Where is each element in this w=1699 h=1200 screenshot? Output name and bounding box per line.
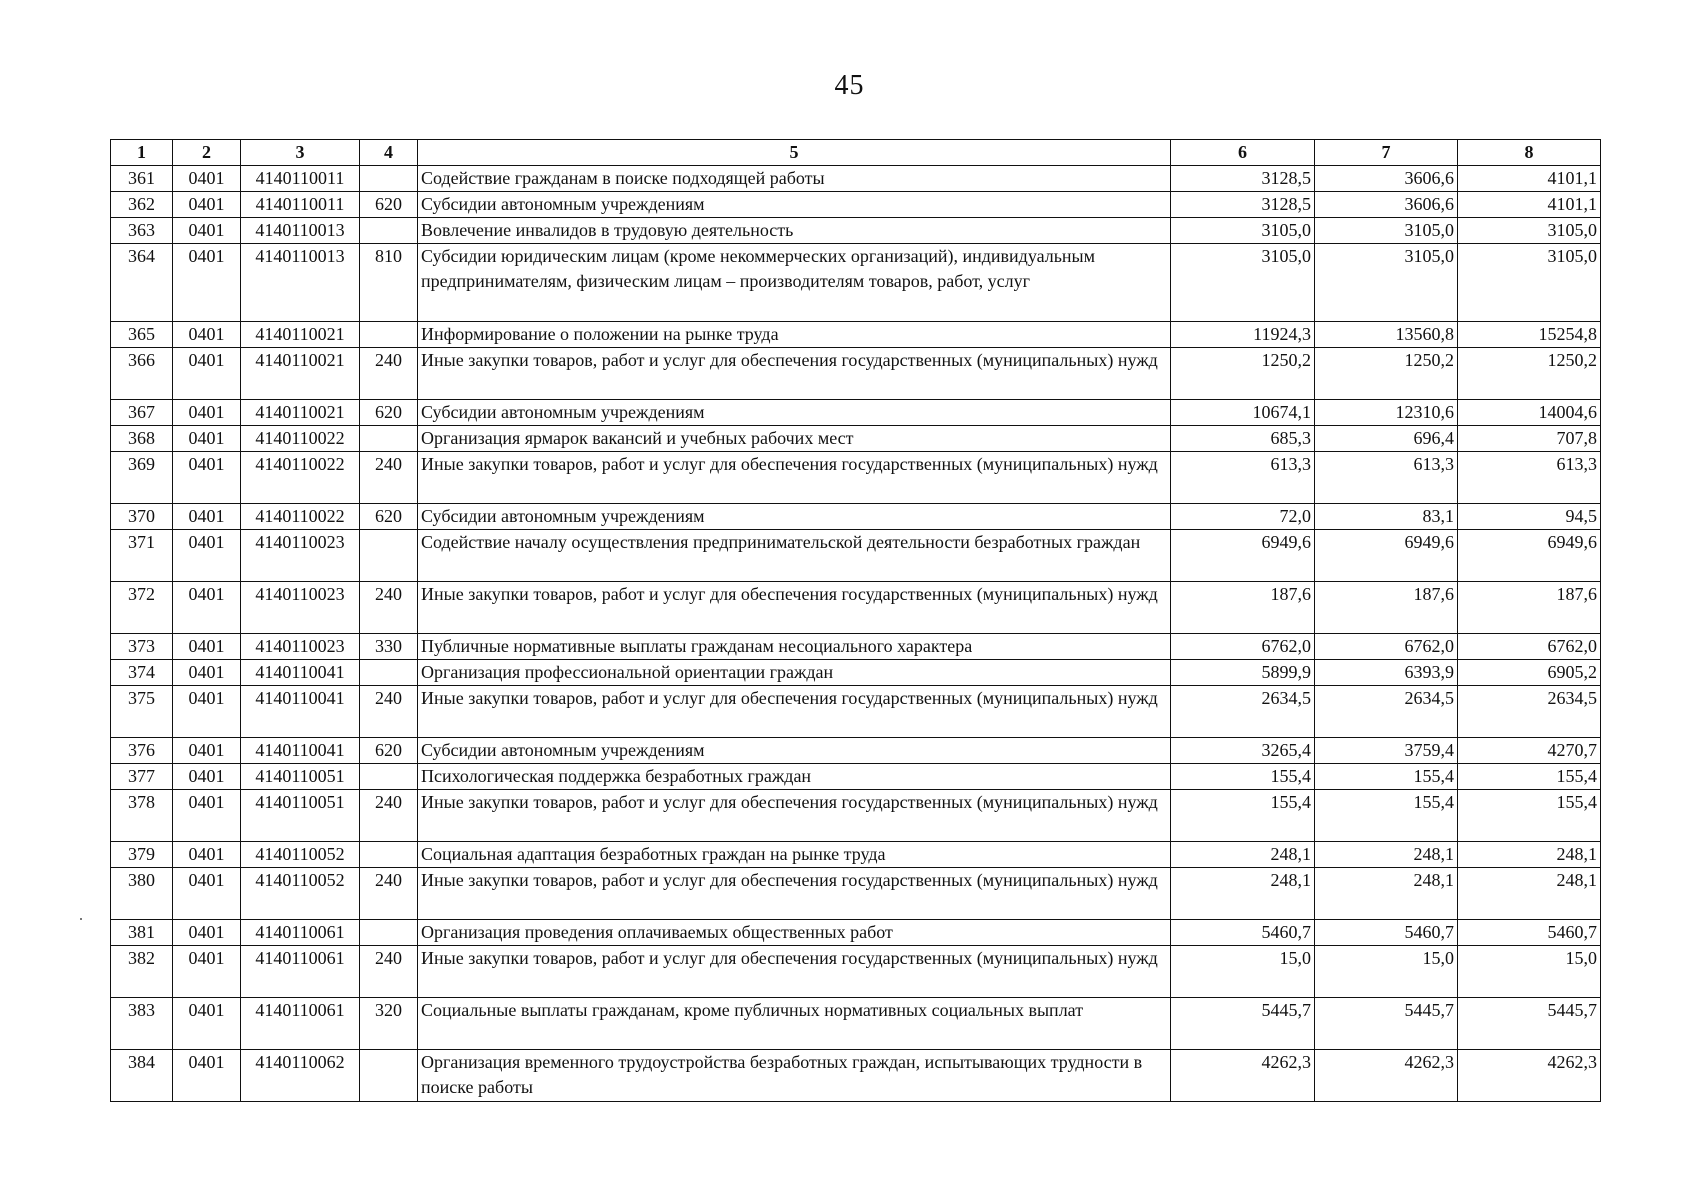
- target-article-code: 4140110022: [241, 504, 360, 530]
- header-row: [111, 140, 1601, 166]
- row-number: 379: [111, 842, 173, 868]
- target-article-code: 4140110023: [241, 582, 360, 634]
- item-name: Организация временного трудоустройства безработных граждан, испытывающих трудности в поиске работы: [418, 1050, 1171, 1102]
- table-row: [111, 790, 1601, 842]
- target-article-code: 4140110041: [241, 660, 360, 686]
- table-row: [111, 998, 1601, 1050]
- expense-type-code: [360, 1050, 418, 1102]
- expense-type-code: [360, 530, 418, 582]
- target-article-code: 4140110061: [241, 920, 360, 946]
- expense-type-code: 240: [360, 686, 418, 738]
- header-col-8: 8: [1458, 140, 1601, 166]
- amount-col-6: 5460,7: [1171, 920, 1315, 946]
- amount-col-7: 5445,7: [1315, 998, 1458, 1050]
- amount-col-7: 1250,2: [1315, 348, 1458, 400]
- section-code: 0401: [173, 452, 241, 504]
- row-number: 362: [111, 192, 173, 218]
- section-code: 0401: [173, 764, 241, 790]
- expense-type-code: [360, 764, 418, 790]
- item-name: Иные закупки товаров, работ и услуг для обеспечения государственных (муниципальных) нужд: [418, 686, 1171, 738]
- table-header: [111, 140, 1601, 166]
- row-number: 381: [111, 920, 173, 946]
- table-row: [111, 868, 1601, 920]
- row-number: 365: [111, 322, 173, 348]
- section-code: 0401: [173, 686, 241, 738]
- amount-col-8: 6905,2: [1458, 660, 1601, 686]
- amount-col-6: 187,6: [1171, 582, 1315, 634]
- amount-col-8: 2634,5: [1458, 686, 1601, 738]
- amount-col-7: 6762,0: [1315, 634, 1458, 660]
- target-article-code: 4140110062: [241, 1050, 360, 1102]
- row-number: 383: [111, 998, 173, 1050]
- row-number: 382: [111, 946, 173, 998]
- page-number: 45: [834, 70, 865, 101]
- amount-col-6: 4262,3: [1171, 1050, 1315, 1102]
- target-article-code: 4140110051: [241, 790, 360, 842]
- item-name: Иные закупки товаров, работ и услуг для обеспечения государственных (муниципальных) нужд: [418, 452, 1171, 504]
- section-code: 0401: [173, 842, 241, 868]
- item-name: Иные закупки товаров, работ и услуг для обеспечения государственных (муниципальных) нужд: [418, 582, 1171, 634]
- amount-col-8: 6762,0: [1458, 634, 1601, 660]
- amount-col-8: 155,4: [1458, 764, 1601, 790]
- amount-col-8: 707,8: [1458, 426, 1601, 452]
- table-row: [111, 920, 1601, 946]
- section-code: 0401: [173, 244, 241, 322]
- table-row: [111, 426, 1601, 452]
- amount-col-8: 15254,8: [1458, 322, 1601, 348]
- target-article-code: 4140110052: [241, 842, 360, 868]
- row-number: 370: [111, 504, 173, 530]
- expense-type-code: [360, 920, 418, 946]
- expense-type-code: 240: [360, 946, 418, 998]
- table-row: [111, 504, 1601, 530]
- table-row: [111, 218, 1601, 244]
- table-row: [111, 348, 1601, 400]
- amount-col-7: 3105,0: [1315, 218, 1458, 244]
- expense-type-code: 330: [360, 634, 418, 660]
- section-code: 0401: [173, 920, 241, 946]
- row-number: 367: [111, 400, 173, 426]
- table-row: [111, 764, 1601, 790]
- row-number: 377: [111, 764, 173, 790]
- target-article-code: 4140110022: [241, 452, 360, 504]
- header-col-6: 6: [1171, 140, 1315, 166]
- header-col-3: 3: [241, 140, 360, 166]
- item-name: Субсидии автономным учреждениям: [418, 192, 1171, 218]
- target-article-code: 4140110041: [241, 738, 360, 764]
- amount-col-6: 248,1: [1171, 842, 1315, 868]
- target-article-code: 4140110041: [241, 686, 360, 738]
- row-number: 378: [111, 790, 173, 842]
- row-number: 372: [111, 582, 173, 634]
- amount-col-6: 3105,0: [1171, 244, 1315, 322]
- expense-type-code: 240: [360, 452, 418, 504]
- expense-type-code: 240: [360, 582, 418, 634]
- section-code: 0401: [173, 530, 241, 582]
- amount-col-7: 6949,6: [1315, 530, 1458, 582]
- item-name: Иные закупки товаров, работ и услуг для обеспечения государственных (муниципальных) нужд: [418, 348, 1171, 400]
- section-code: 0401: [173, 400, 241, 426]
- item-name: Социальные выплаты гражданам, кроме публичных нормативных социальных выплат: [418, 998, 1171, 1050]
- expense-type-code: 620: [360, 192, 418, 218]
- amount-col-6: 3128,5: [1171, 166, 1315, 192]
- amount-col-6: 15,0: [1171, 946, 1315, 998]
- amount-col-8: 1250,2: [1458, 348, 1601, 400]
- amount-col-7: 3105,0: [1315, 244, 1458, 322]
- item-name: Вовлечение инвалидов в трудовую деятельность: [418, 218, 1171, 244]
- item-name: Содействие началу осуществления предпринимательской деятельности безработных граждан: [418, 530, 1171, 582]
- amount-col-7: 3759,4: [1315, 738, 1458, 764]
- section-code: 0401: [173, 504, 241, 530]
- row-number: 371: [111, 530, 173, 582]
- section-code: 0401: [173, 634, 241, 660]
- section-code: 0401: [173, 1050, 241, 1102]
- amount-col-8: 6949,6: [1458, 530, 1601, 582]
- amount-col-8: 613,3: [1458, 452, 1601, 504]
- section-code: 0401: [173, 998, 241, 1050]
- section-code: 0401: [173, 868, 241, 920]
- amount-col-8: 4270,7: [1458, 738, 1601, 764]
- expense-type-code: 620: [360, 400, 418, 426]
- amount-col-7: 2634,5: [1315, 686, 1458, 738]
- amount-col-7: 3606,6: [1315, 166, 1458, 192]
- amount-col-6: 685,3: [1171, 426, 1315, 452]
- budget-table: [110, 139, 1601, 1102]
- table-row: [111, 686, 1601, 738]
- row-number: 366: [111, 348, 173, 400]
- target-article-code: 4140110021: [241, 322, 360, 348]
- item-name: Организация ярмарок вакансий и учебных рабочих мест: [418, 426, 1171, 452]
- amount-col-7: 696,4: [1315, 426, 1458, 452]
- item-name: Субсидии автономным учреждениям: [418, 738, 1171, 764]
- expense-type-code: 810: [360, 244, 418, 322]
- row-number: 380: [111, 868, 173, 920]
- target-article-code: 4140110052: [241, 868, 360, 920]
- table-row: [111, 400, 1601, 426]
- row-number: 374: [111, 660, 173, 686]
- amount-col-7: 13560,8: [1315, 322, 1458, 348]
- item-name: Содействие гражданам в поиске подходящей работы: [418, 166, 1171, 192]
- header-col-1: 1: [111, 140, 173, 166]
- item-name: Субсидии автономным учреждениям: [418, 400, 1171, 426]
- target-article-code: 4140110061: [241, 946, 360, 998]
- amount-col-7: 6393,9: [1315, 660, 1458, 686]
- row-number: 384: [111, 1050, 173, 1102]
- header-col-2: 2: [173, 140, 241, 166]
- expense-type-code: 240: [360, 868, 418, 920]
- amount-col-7: 155,4: [1315, 764, 1458, 790]
- target-article-code: 4140110013: [241, 218, 360, 244]
- table-row: [111, 946, 1601, 998]
- amount-col-6: 5899,9: [1171, 660, 1315, 686]
- table-row: [111, 660, 1601, 686]
- amount-col-7: 83,1: [1315, 504, 1458, 530]
- row-number: 369: [111, 452, 173, 504]
- section-code: 0401: [173, 790, 241, 842]
- expense-type-code: 620: [360, 738, 418, 764]
- amount-col-7: 12310,6: [1315, 400, 1458, 426]
- amount-col-6: 3105,0: [1171, 218, 1315, 244]
- table-row: [111, 582, 1601, 634]
- table-row: [111, 322, 1601, 348]
- expense-type-code: 620: [360, 504, 418, 530]
- expense-type-code: [360, 660, 418, 686]
- item-name: Организация профессиональной ориентации граждан: [418, 660, 1171, 686]
- amount-col-6: 11924,3: [1171, 322, 1315, 348]
- target-article-code: 4140110021: [241, 348, 360, 400]
- amount-col-6: 155,4: [1171, 764, 1315, 790]
- expense-type-code: 320: [360, 998, 418, 1050]
- item-name: Публичные нормативные выплаты гражданам несоциального характера: [418, 634, 1171, 660]
- amount-col-6: 5445,7: [1171, 998, 1315, 1050]
- amount-col-6: 3128,5: [1171, 192, 1315, 218]
- amount-col-8: 248,1: [1458, 868, 1601, 920]
- amount-col-8: 94,5: [1458, 504, 1601, 530]
- item-name: Информирование о положении на рынке труда: [418, 322, 1171, 348]
- amount-col-6: 248,1: [1171, 868, 1315, 920]
- section-code: 0401: [173, 166, 241, 192]
- amount-col-8: 3105,0: [1458, 218, 1601, 244]
- header-col-4: 4: [360, 140, 418, 166]
- scan-speck: [80, 918, 82, 920]
- row-number: 375: [111, 686, 173, 738]
- row-number: 364: [111, 244, 173, 322]
- section-code: 0401: [173, 660, 241, 686]
- item-name: Субсидии юридическим лицам (кроме некоммерческих организаций), индивидуальным предпринимателям, физическим лицам – производителям товаров, работ, услуг: [418, 244, 1171, 322]
- expense-type-code: [360, 842, 418, 868]
- table-row: [111, 634, 1601, 660]
- amount-col-7: 187,6: [1315, 582, 1458, 634]
- amount-col-8: 3105,0: [1458, 244, 1601, 322]
- amount-col-8: 5460,7: [1458, 920, 1601, 946]
- amount-col-7: 613,3: [1315, 452, 1458, 504]
- table-row: [111, 244, 1601, 322]
- item-name: Иные закупки товаров, работ и услуг для обеспечения государственных (муниципальных) нужд: [418, 868, 1171, 920]
- amount-col-6: 3265,4: [1171, 738, 1315, 764]
- amount-col-8: 4101,1: [1458, 192, 1601, 218]
- section-code: 0401: [173, 322, 241, 348]
- amount-col-8: 4101,1: [1458, 166, 1601, 192]
- item-name: Организация проведения оплачиваемых общественных работ: [418, 920, 1171, 946]
- target-article-code: 4140110022: [241, 426, 360, 452]
- amount-col-8: 5445,7: [1458, 998, 1601, 1050]
- amount-col-7: 15,0: [1315, 946, 1458, 998]
- table-row: [111, 842, 1601, 868]
- expense-type-code: [360, 166, 418, 192]
- amount-col-6: 6762,0: [1171, 634, 1315, 660]
- expense-type-code: [360, 426, 418, 452]
- expense-type-code: 240: [360, 790, 418, 842]
- amount-col-8: 14004,6: [1458, 400, 1601, 426]
- amount-col-8: 4262,3: [1458, 1050, 1601, 1102]
- row-number: 376: [111, 738, 173, 764]
- amount-col-7: 4262,3: [1315, 1050, 1458, 1102]
- table-row: [111, 166, 1601, 192]
- item-name: Социальная адаптация безработных граждан на рынке труда: [418, 842, 1171, 868]
- amount-col-8: 15,0: [1458, 946, 1601, 998]
- row-number: 373: [111, 634, 173, 660]
- section-code: 0401: [173, 738, 241, 764]
- row-number: 361: [111, 166, 173, 192]
- amount-col-6: 72,0: [1171, 504, 1315, 530]
- item-name: Иные закупки товаров, работ и услуг для обеспечения государственных (муниципальных) нужд: [418, 790, 1171, 842]
- amount-col-6: 6949,6: [1171, 530, 1315, 582]
- item-name: Субсидии автономным учреждениям: [418, 504, 1171, 530]
- amount-col-6: 155,4: [1171, 790, 1315, 842]
- item-name: Иные закупки товаров, работ и услуг для обеспечения государственных (муниципальных) нужд: [418, 946, 1171, 998]
- target-article-code: 4140110023: [241, 634, 360, 660]
- amount-col-6: 10674,1: [1171, 400, 1315, 426]
- target-article-code: 4140110011: [241, 166, 360, 192]
- section-code: 0401: [173, 192, 241, 218]
- amount-col-6: 1250,2: [1171, 348, 1315, 400]
- amount-col-8: 248,1: [1458, 842, 1601, 868]
- section-code: 0401: [173, 946, 241, 998]
- amount-col-7: 248,1: [1315, 842, 1458, 868]
- target-article-code: 4140110011: [241, 192, 360, 218]
- expense-type-code: 240: [360, 348, 418, 400]
- row-number: 368: [111, 426, 173, 452]
- table-body: [111, 166, 1601, 1102]
- amount-col-7: 155,4: [1315, 790, 1458, 842]
- section-code: 0401: [173, 348, 241, 400]
- expense-type-code: [360, 218, 418, 244]
- table-row: [111, 192, 1601, 218]
- row-number: 363: [111, 218, 173, 244]
- table-row: [111, 738, 1601, 764]
- target-article-code: 4140110013: [241, 244, 360, 322]
- expense-type-code: [360, 322, 418, 348]
- header-col-5: 5: [418, 140, 1171, 166]
- table-row: [111, 452, 1601, 504]
- amount-col-7: 5460,7: [1315, 920, 1458, 946]
- target-article-code: 4140110051: [241, 764, 360, 790]
- table-row: [111, 1050, 1601, 1102]
- section-code: 0401: [173, 582, 241, 634]
- amount-col-6: 613,3: [1171, 452, 1315, 504]
- amount-col-7: 248,1: [1315, 868, 1458, 920]
- amount-col-8: 155,4: [1458, 790, 1601, 842]
- target-article-code: 4140110023: [241, 530, 360, 582]
- target-article-code: 4140110021: [241, 400, 360, 426]
- section-code: 0401: [173, 426, 241, 452]
- amount-col-6: 2634,5: [1171, 686, 1315, 738]
- amount-col-7: 3606,6: [1315, 192, 1458, 218]
- item-name: Психологическая поддержка безработных граждан: [418, 764, 1171, 790]
- target-article-code: 4140110061: [241, 998, 360, 1050]
- amount-col-8: 187,6: [1458, 582, 1601, 634]
- section-code: 0401: [173, 218, 241, 244]
- header-col-7: 7: [1315, 140, 1458, 166]
- table-row: [111, 530, 1601, 582]
